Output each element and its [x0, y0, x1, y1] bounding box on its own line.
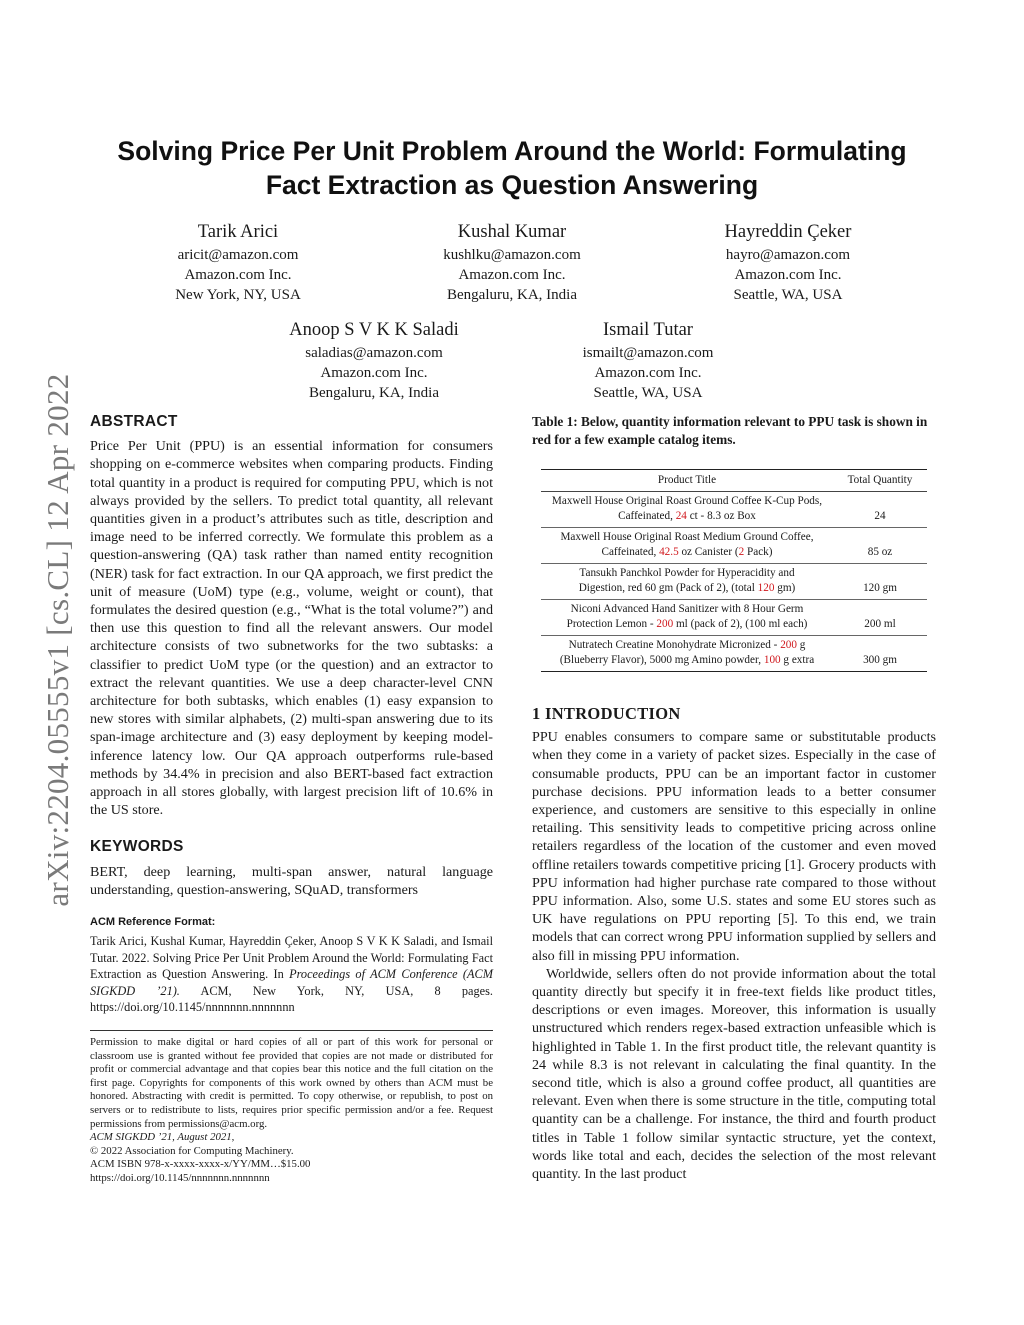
author-org: Amazon.com Inc.: [458, 267, 566, 283]
author-org: Amazon.com Inc.: [594, 365, 702, 381]
relevant-quantity: 24: [675, 510, 687, 522]
acm-ref-heading: ACM Reference Format:: [90, 916, 216, 929]
keywords-heading: KEYWORDS: [90, 838, 184, 856]
relevant-quantity: 200: [780, 639, 797, 651]
intro-paragraph: Worldwide, sellers often do not provide information about the total quantity directly but specify it in free-text fields like product titles, descriptions or even images. Moreover, this information is usually unstructured which renders regex-based extraction unfeasible which is highlighted in Table 1. In the first product title, the relevant quantity is 24 while 8.3 is not relevant in calculating the final quantity. In the second title, which is also a ground coffee product, all quantities are relevant. Even when there is some structure in the title, computing total quantity can be a challenge. For instance, the third and fourth product titles in Table 1 follow similar syntactic structure, yet the context, words like total and each, decides the selection of the most relevant quantity. In the last product: [532, 965, 936, 1183]
product-title-cell: [541, 528, 833, 564]
arxiv-id: arXiv:2204.05555v1 [cs.CL] 12 Apr 2022: [40, 373, 75, 907]
table-row: [541, 564, 927, 600]
table-row: [541, 636, 927, 672]
total-quantity-cell: 85 oz: [833, 528, 927, 564]
author-block: [138, 220, 338, 305]
author-org: Amazon.com Inc.: [734, 267, 842, 283]
product-title-cell: [541, 564, 833, 600]
abstract-text: Price Per Unit (PPU) is an essential information for consumers shopping on e-commerce websites when comparing products. Finding total quantity in a product is required for computing PPU, which is not always provided by the sellers. To predict total quantity, all relevant quantities given in a product’s attributes such as title, description and image need to be inferred correctly. We formulate this problem as a question-answering (QA) task rather than named entity recognition (NER) task for fact extraction. In our QA approach, we first predict the unit of measure (UoM) type (e.g., volume, weight or count), that formulates the desired question (e.g., “What is the total volume?”) and then use this question to find all the relevant answers. Our model architecture consists of two subnetworks for the two subtasks: a classifier to predict UoM type (or the question) and an extractor to extract the relevant quantities. We use a deep character-level CNN architecture for both subtasks, which enables (1) easy expansion to new stores with similar alphabets, (2) multi-span answering due to its span-image architecture and (3) easy deployment by keeping model-inference latency low. Our QA approach outperforms rule-based methods by 34.4% in precision and also BERT-based fact extraction approach in all stores globally, with largest precision lift of 10.6% in the US store.: [90, 438, 493, 819]
author-block: [264, 318, 484, 403]
total-quantity-cell: 200 ml: [833, 600, 927, 636]
keywords-text: BERT, deep learning, multi-span answer, natural language understanding, question-answering, SQuAD, transformers: [90, 863, 493, 898]
title-line: [545, 509, 829, 524]
table-header: Product Title: [541, 470, 833, 492]
title-line: [545, 653, 829, 668]
permission-copyright: © 2022 Association for Computing Machinery.: [90, 1144, 294, 1157]
author-block: [688, 220, 888, 305]
text-span: g: [796, 639, 806, 651]
acm-ref-part: ACM, New York, NY, USA, 8 pages. https://doi.org/10.1145/nnnnnnn.nnnnnnn: [90, 983, 493, 1015]
footnote-rule: [90, 1030, 493, 1031]
text-span: g extra: [780, 654, 815, 666]
table-header-row: [541, 470, 927, 492]
title-line: [545, 581, 829, 596]
title-line-1: Solving Price Per Unit Problem Around the World: Formulating: [117, 136, 907, 166]
author-block: [538, 318, 758, 403]
text-span: Caffeinated,: [601, 546, 660, 558]
text-span: (Blueberry Flavor), 5000 mg Amino powder,: [559, 654, 764, 666]
left-column: [90, 413, 493, 1016]
author-email: hayro@amazon.com: [725, 247, 851, 263]
author-email: aricit@amazon.com: [177, 247, 299, 263]
permission-conf: ACM SIGKDD ’21, August 2021,: [90, 1131, 235, 1144]
table-header: Total Quantity: [833, 470, 927, 492]
acm-ref-text: [90, 933, 493, 1016]
table-caption: Table 1: Below, quantity information relevant to PPU task is shown in red for a few example catalog items.: [532, 414, 928, 447]
author-location: Bengaluru, KA, India: [309, 385, 439, 401]
relevant-quantity: 100: [763, 654, 781, 666]
table-row: [541, 528, 927, 564]
text-span: ml (pack of 2), (100 ml each): [673, 618, 808, 630]
author-email: ismailt@amazon.com: [582, 345, 714, 361]
title-line: Tansukh Panchkol Powder for Hyperacidity and: [579, 567, 795, 579]
paper-title: [90, 134, 934, 202]
acm-ref-part: Tarik Arici, Kushal Kumar, Hayreddin Çeker, Anoop S V K K Saladi, and Ismail Tutar. 2022. Solving Price Per Unit Problem Around the World: Formulating Fact Extraction as Question Answering. In: [90, 934, 493, 982]
text-span: Nutratech Creatine Monohydrate Micronized -: [568, 639, 781, 651]
permission-doi: https://doi.org/10.1145/nnnnnnn.nnnnnnn: [90, 1171, 270, 1184]
abstract-heading: ABSTRACT: [90, 413, 178, 430]
relevant-quantity: 2: [738, 546, 745, 558]
text-span: Caffeinated,: [618, 510, 676, 522]
author-org: Amazon.com Inc.: [184, 267, 292, 283]
author-email: kushlku@amazon.com: [443, 247, 581, 263]
author-location: New York, NY, USA: [175, 287, 301, 303]
permission-text: Permission to make digital or hard copies of all or part of this work for personal or classroom use is granted without fee provided that copies are not made or distributed for profit or commercial advantage and that copies bear this notice and the full citation on the first page. Copyrights for components of this work owned by others than ACM must be honored. Abstracting with credit is permitted. To copy otherwise, or republish, to post on servers or to redistribute to lists, requires prior specific permission and/or a fee. Request permissions from permissions@acm.org.: [90, 1036, 493, 1130]
author-org: Amazon.com Inc.: [320, 365, 428, 381]
title-line-2: Fact Extraction as Question Answering: [265, 170, 759, 200]
product-title-cell: [541, 492, 833, 528]
total-quantity-cell: 24: [833, 492, 927, 528]
author-location: Seattle, WA, USA: [733, 287, 843, 303]
product-title-cell: [541, 600, 833, 636]
permission-block: [90, 1036, 493, 1186]
product-title-cell: [541, 636, 833, 672]
title-line: [545, 638, 829, 653]
text-span: Digestion, red 60 gm (Pack of 2), (total: [578, 582, 758, 594]
total-quantity-cell: 120 gm: [833, 564, 927, 600]
total-quantity-cell: 300 gm: [833, 636, 927, 672]
intro-heading: 1 INTRODUCTION: [532, 704, 681, 723]
title-line: Maxwell House Original Roast Ground Coffee K-Cup Pods,: [551, 495, 823, 507]
right-column-intro: [532, 705, 936, 1183]
title-line: Niconi Advanced Hand Sanitizer with 8 Hour Germ: [570, 603, 804, 615]
relevant-quantity: 200: [656, 618, 674, 630]
title-line: Maxwell House Original Roast Medium Ground Coffee,: [560, 531, 814, 543]
text-span: gm): [774, 582, 796, 594]
table-wrapper: [541, 469, 927, 672]
relevant-quantity: 42.5: [659, 546, 679, 558]
text-span: oz Canister (: [678, 546, 739, 558]
text-span: Pack): [744, 546, 773, 558]
author-name: Hayreddin Çeker: [724, 222, 852, 242]
title-line: [545, 617, 829, 632]
table-row: [541, 600, 927, 636]
author-block: [412, 220, 612, 305]
relevant-quantity: 120: [757, 582, 775, 594]
author-name: Tarik Arici: [197, 222, 279, 242]
ppu-table: [541, 469, 927, 672]
table-row: [541, 492, 927, 528]
permission-isbn: ACM ISBN 978-x-xxxx-xxxx-x/YY/MM…$15.00: [90, 1158, 311, 1171]
author-location: Seattle, WA, USA: [593, 385, 703, 401]
author-name: Ismail Tutar: [603, 320, 693, 340]
intro-paragraph: PPU enables consumers to compare same or substitutable products when they come in a variety of packet sizes. Especially in the case of consumable products, PPU can be an important factor in customer purchase decisions. PPU information leads to a better consumer experience, and customers are sensitive to this especially in online retailing. This sensitivity leads to competitive pricing across online retailers regardless of the location of the customer and even moved offline retailers towards competitive pricing [1]. Grocery products with PPU information had higher purchase rate compared to those without PPU information. Also, some U.S. states and some EU stores such as UK have regulations on PPU reporting [5]. To this end, we train models that can correct wrong PPU information supplied by sellers and also fill in missing PPU information.: [532, 729, 936, 964]
acm-ref-venue: Proceedings of ACM Conference (ACM SIGKDD ’21).: [90, 967, 493, 998]
author-location: Bengaluru, KA, India: [447, 287, 577, 303]
author-email: saladias@amazon.com: [305, 345, 443, 361]
author-name: Anoop S V K K Saladi: [289, 320, 459, 340]
text-span: Protection Lemon -: [566, 618, 657, 630]
text-span: ct - 8.3 oz Box: [686, 510, 756, 522]
title-line: [545, 545, 829, 560]
author-name: Kushal Kumar: [457, 222, 567, 242]
